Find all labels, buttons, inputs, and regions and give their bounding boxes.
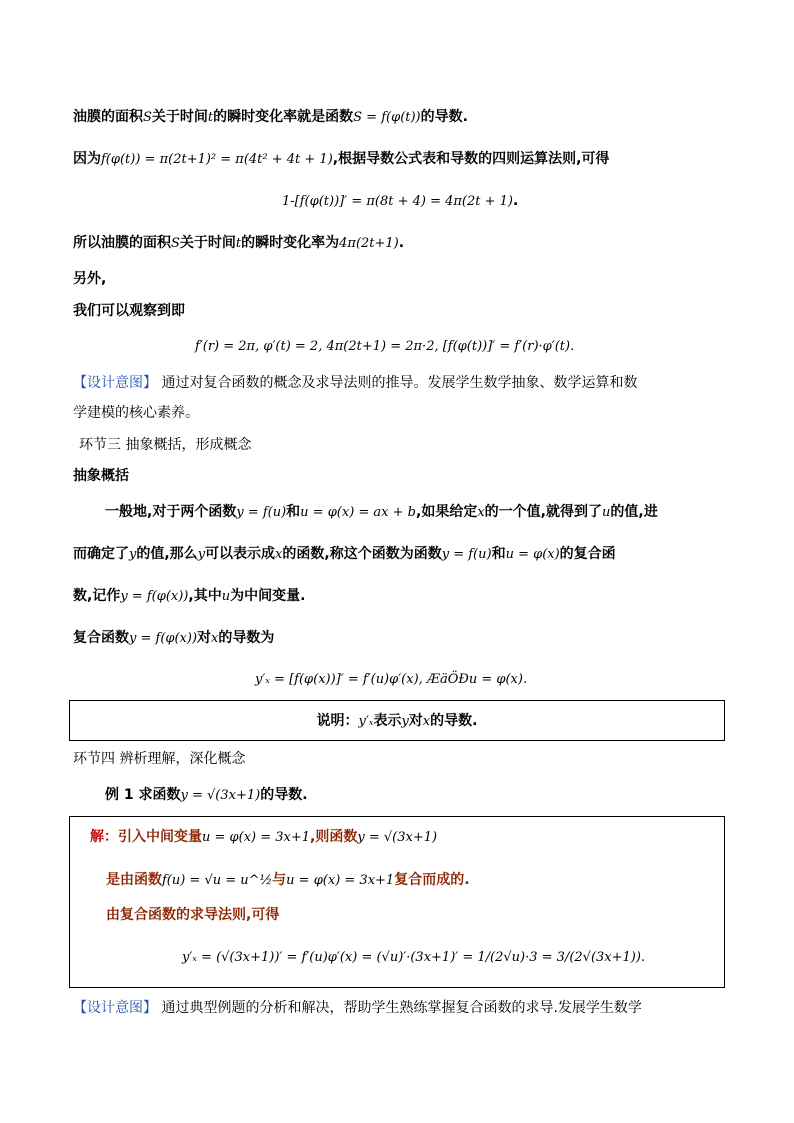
formula-observe: f′(r) = 2π, φ′(t) = 2, 4π(2t+1) = 2π·2, [f(φ(t))]′ = f′(r)·φ′(t). <box>195 339 575 354</box>
para-2: 因为f(φ(t)) = π(2t+1)² = π(4t² + 4t + 1),根据导数公式表和导数的四则运算法则,可得 <box>73 151 610 167</box>
design-intent-label: 【设计意图】 <box>73 1000 157 1016</box>
chain-rule-formula: y′ₓ = [f(φ(x))]′ = f′(u)φ′(x), ÆäÖÐu = φ(x). <box>255 672 528 687</box>
formula: 1-[f(φ(t))]′ = π(8t + 4) = 4π(2t + 1) <box>282 194 513 209</box>
note-text: 说明：y′ₓ表示y对x的导数. <box>316 713 478 729</box>
solution-box <box>69 816 725 988</box>
section-heading-3: 环节三 抽象概括，形成概念 <box>79 437 252 453</box>
definition-line-2: 而确定了y的值,那么y可以表示成x的函数,称这个函数为函数y = f(u)和u = φ(x)的复合函 <box>73 546 616 562</box>
para-6: 我们可以观察到即 <box>73 303 185 319</box>
derivative-intro: 复合函数y = f(φ(x))对x的导数为 <box>73 630 275 646</box>
formula: S = f(φ(t)) <box>353 110 421 125</box>
note-box <box>69 700 725 741</box>
section-heading-4: 环节四 辨析理解，深化概念 <box>73 751 246 767</box>
definition-line-3: 数,记作y = f(φ(x)),其中u为中间变量. <box>73 588 306 604</box>
para-3: 1-[f(φ(t))]′ = π(8t + 4) = 4π(2t + 1). <box>282 193 519 209</box>
para-5: 另外, <box>73 271 107 287</box>
solution-line-1: 解：引入中间变量u = φ(x) = 3x+1,则函数y = √(3x+1) <box>90 829 438 845</box>
design-intent-1-cont: 学建模的核心素养。 <box>73 405 199 421</box>
formula: 4π(2t+1) <box>339 236 399 251</box>
example-1: 例 1 求函数y = √(3x+1)的导数. <box>105 787 308 803</box>
design-intent-label: 【设计意图】 <box>73 375 157 391</box>
design-intent-1: 【设计意图】 通过对复合函数的概念及求导法则的推导。发展学生数学抽象、数学运算和数 <box>73 375 638 391</box>
para-1: 油膜的面积S关于时间t的瞬时变化率就是函数S = f(φ(t))的导数. <box>73 109 468 125</box>
design-intent-2: 【设计意图】 通过典型例题的分析和解决，帮助学生熟练掌握复合函数的求导.发展学生数学 <box>73 1000 642 1016</box>
solution-line-3: 由复合函数的求导法则,可得 <box>106 907 280 923</box>
para-4: 所以油膜的面积S关于时间t的瞬时变化率为4π(2t+1). <box>73 235 405 251</box>
definition-line-1: 一般地,对于两个函数y = f(u)和u = φ(x) = ax + b,如果给定x的一个值,就得到了u的值,进 <box>105 504 658 520</box>
subheading-abstract: 抽象概括 <box>73 468 129 484</box>
solution-formula: y′ₓ = (√(3x+1))′ = f′(u)φ′(x) = (√u)′·(3x+1)′ = 1/(2√u)·3 = 3/(2√(3x+1)). <box>182 950 646 965</box>
solution-line-2: 是由函数f(u) = √u = u^½与u = φ(x) = 3x+1复合而成的. <box>106 872 470 888</box>
formula: f(φ(t)) = π(2t+1)² = π(4t² + 4t + 1) <box>101 152 333 167</box>
